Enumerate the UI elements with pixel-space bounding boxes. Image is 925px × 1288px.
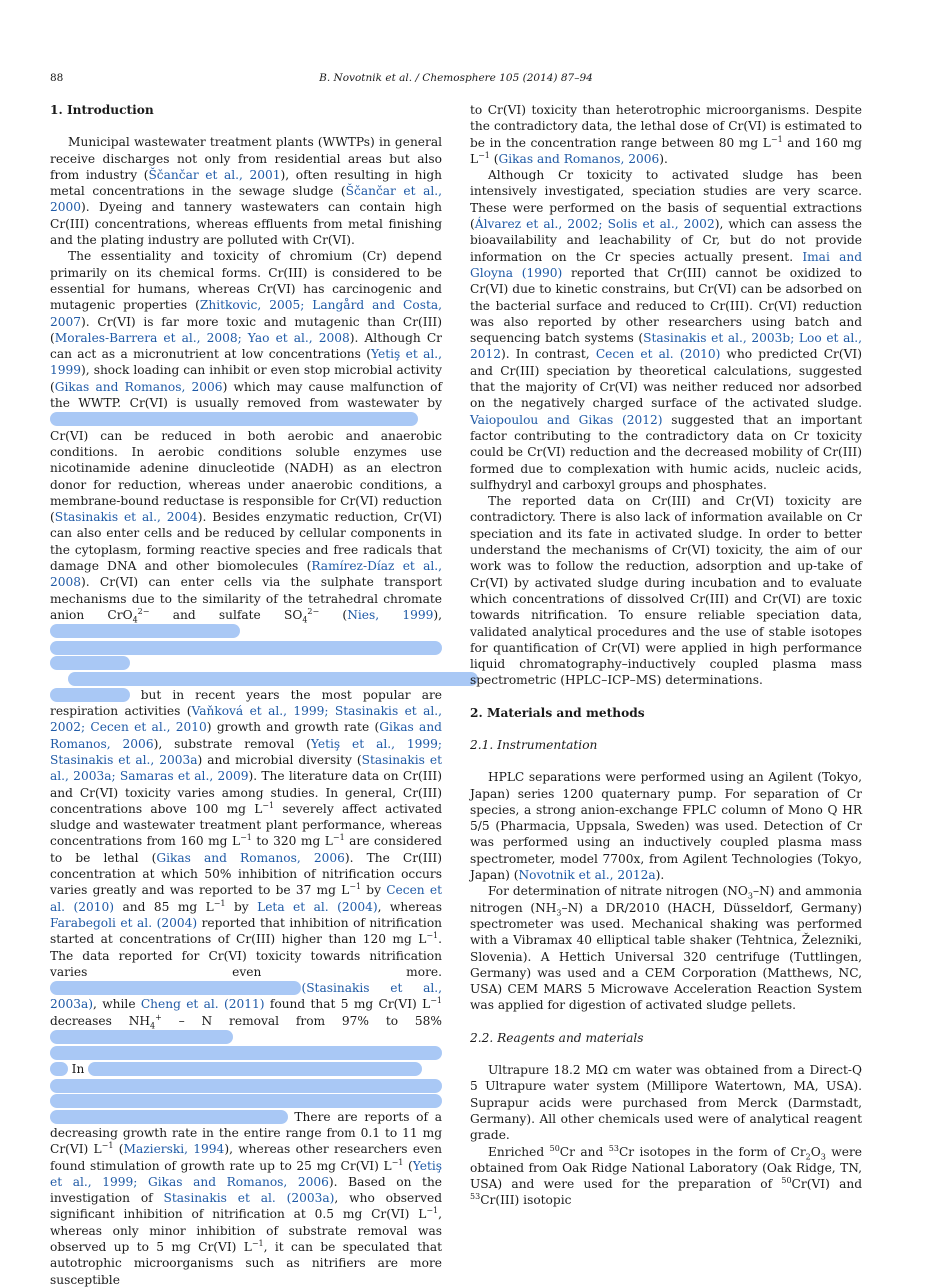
citation-link[interactable]: Leta et al. (2004): [257, 899, 378, 914]
paragraph-8: HPLC separations were performed using an Agilent (Tokyo, Japan) series 1200 quaternary pump. For separation of Cr species, a strong anion-exchange FPLC column of Mono Q HR 5/5 (Pharmacia, Uppsala, Sweden) was used. Detection of Cr was performed using an inductively coupled plasma mass spectrometer, model 7700x, from Agilent Technologies (Tokyo, Japan) (Novotnik et al., 2012a).: [470, 770, 862, 883]
citation-link[interactable]: Gikas and Romanos, 2006: [50, 720, 442, 751]
text-highlight[interactable]: [50, 641, 442, 655]
citation-link[interactable]: Cecen et al. (2010): [50, 883, 442, 914]
paragraph-7: The reported data on Cr(III) and Cr(VI) toxicity are contradictory. There is also lack of information available on Cr speciation and its fate in activated sludge. In order to better understand the mechanisms of Cr(VI) toxicity, the aim of our work was to follow the reduction, adsorption and up-take of Cr(VI) by activated sludge during incubation and to evaluate which concentrations of dissolved Cr(III) and Cr(VI) are toxic towards nitrification. To ensure reliable speciation data, validated analytical procedures and the use of stable isotopes for quantification of Cr(VI) were applied in high performance liquid chromatography–inductively coupled plasma mass spectrometric (HPLC–ICP–MS) determinations.: [470, 494, 862, 688]
paragraph-10: Ultrapure 18.2 MΩ cm water was obtained from a Direct-Q 5 Ultrapure water system (Millipore Watertown, MA, USA). Suprapur acids were purchased from Merck (Darmstadt, Germany). All other chemicals used were of analytical reagent grade.: [470, 1063, 862, 1143]
text-highlight[interactable]: [50, 1046, 442, 1060]
citation-link[interactable]: Gikas and Romanos, 2006: [54, 379, 223, 394]
citation-link[interactable]: Zhitkovic, 2005; Langård and Costa, 2007: [50, 298, 442, 329]
paragraph-3: but in recent years the most popular are respiration activities (Vaňková et al., 1999; Stasinakis et al., 2002; Cecen et al., 2010) growth and growth rate (Gikas and Romanos, 2006), substrate removal (Yetiş et al., 1999; Stasinakis et al., 2003a) and microbial diversity (Stasinakis et al., 2003a; Samaras et al., 2009). The literature data on Cr(III) and Cr(VI) toxicity varies among studies. In general, Cr(III) concentrations above 100 mg $L^{-1}$ severely affect activated sludge and wastewater treatment plant performance, whereas concentrations from 160 mg $L^{-1}$ to 320 mg $L^{-1}$ are considered to be lethal (Gikas and Romanos, 2006). The Cr(III) concentration at which 50% inhibition of nitrification occurs varies greatly and was reported to be 37 mg $L^{-1}$ by Cecen et al. (2010) and 85 mg $L^{-1}$ by Leta et al. (2004), whereas Farabegoli et al. (2004) reported that inhibition of nitrification started at concentrations of Cr(III) higher than 120 mg $L^{-1}$. The data reported for Cr(VI) toxicity towards nitrification varies even more. (Stasinakis et al., 2003a), while Cheng et al. (2011) found that 5 mg Cr(VI) $L^{-1}$ decreases $NH_4^+$ – N removal from 97% to 58%: [50, 671, 442, 1046]
text-highlight[interactable]: [88, 1062, 422, 1076]
section-title-materials-methods: 2. Materials and methods: [470, 705, 645, 720]
citation-link[interactable]: Yetiş et al., 1999; Stasinakis et al., 2003a: [50, 736, 443, 767]
citation-link[interactable]: Farabegoli et al. (2004): [50, 915, 198, 930]
citation-link[interactable]: Vaňková et al., 1999; Stasinakis et al., 2002; Cecen et al., 2010: [50, 704, 442, 735]
text-highlight[interactable]: [50, 1079, 442, 1093]
running-head: [50, 72, 862, 88]
citation-link[interactable]: Stasinakis et al., 2003a; Samaras et al., 2009: [50, 752, 442, 784]
citation-link[interactable]: Vaiopoulou and Gikas (2012): [470, 412, 663, 427]
text-highlight[interactable]: [50, 1062, 68, 1076]
paragraph-6: Although Cr toxicity to activated sludge has been intensively investigated, speciation studies are very scarce. These were performed on the basis of sequential extractions (Álvarez et al., 2002; Solis et al., 2002), which can assess the bioavailability and leachability of Cr, but do not provide information on the Cr species actually present. Imai and Gloyna (1990) reported that Cr(III) cannot be oxidized to Cr(VI) due to kinetic constrains, but Cr(VI) can be adsorbed on the bacterial surface and reduced to Cr(III). Cr(VI) reduction was also reported by other researchers using batch and sequencing batch systems (Stasinakis et al., 2003b; Loo et al., 2012). In contrast, Cecen et al. (2010) who predicted Cr(VI) and Cr(III) speciation by theoretical calculations, suggested that the majority of Cr(VI) was neither reduced nor adsorbed on the negatively charged surface of the activated sludge. Vaiopoulou and Gikas (2012) suggested that an important factor contributing to the contradictory data on Cr toxicity could be Cr(VI) reduction and the decreased mobility of Cr(III) formed due to complexation with humic acids, nucleic acids, sulfhydryl and carboxyl groups and phosphates.: [470, 168, 862, 492]
text-highlight[interactable]: [50, 981, 301, 995]
citation-link[interactable]: Yetiş et al., 1999: [50, 347, 442, 378]
text-highlight[interactable]: [50, 1030, 233, 1044]
section-title-introduction: 1. Introduction: [50, 103, 154, 117]
text-highlight[interactable]: [68, 672, 478, 686]
paragraph-4: There are reports of a decreasing growth rate in the entire range from 0.1 to 11 mg Cr(VI) $L^{-1}$ (Mazierski, 1994), whereas other researchers even found stimulation of growth rate up to 25 mg Cr(VI) $L^{-1}$ (Yetiş et al., 1999; Gikas and Romanos, 2006). Based on the investigation of Stasinakis et al. (2003a), who observed significant inhibition of nitrification at 0.5 mg Cr(VI) $L^{-1}$, whereas only minor inhibition of substrate removal was observed up to 5 mg Cr(VI) $L^{-1}$, it can be speculated that autotrophic microorganisms such as nitrifiers are more susceptible: [50, 1109, 443, 1287]
citation-link[interactable]: Stasinakis et al. (2003a): [163, 1191, 335, 1206]
paragraph-2: The essentiality and toxicity of chromium (Cr) depend primarily on its chemical forms. Cr(III) is considered to be essential for humans, whereas Cr(VI) has carcinogenic and mutagenic properties (Zhitkovic, 2005; Langård and Costa, 2007). Cr(VI) is far more toxic and mutagenic than Cr(III) (Morales-Barrera et al., 2008; Yao et al., 2008). Although Cr can act as a micronutrient at low concentrations (Yetiş et al., 1999), shock loading can inhibit or even stop microbial activity (Gikas and Romanos, 2006) which may cause malfunction of the WWTP. Cr(VI) is usually removed from wastewater by Cr(VI) can be reduced in both aerobic and anaerobic conditions. In aerobic conditions soluble enzymes use nicotinamide adenine dinucleotide (NADH) as an electron donor for reduction, whereas under anaerobic conditions, a membrane-bound reductase is responsible for Cr(VI) reduction (Stasinakis et al., 2004). Besides enzymatic reduction, Cr(VI) can also enter cells and be reduced by cellular components in the cytoplasm, forming reactive species and free radicals that damage DNA and other biomolecules (Ramírez-Díaz et al., 2008). Cr(VI) can enter cells via the sulphate transport mechanisms due to the similarity of the tetrahedral chromate anion CrO$_4^{2-}$ and sulfate $SO_4^{2-}$ (Nies, 1999),: [50, 248, 442, 639]
paragraph-1: Municipal wastewater treatment plants (WWTPs) in general receive discharges not only from residential areas but also from industry (Ščančar et al., 2001), often resulting in high metal concentrations in the sewage sludge (Ščančar et al., 2000). Dyeing and tannery wastewaters can contain high Cr(III) concentrations, whereas effluents from metal finishing and the plating industry are polluted with Cr(VI).: [50, 135, 442, 248]
citation-link[interactable]: Imai and Gloyna (1990): [470, 249, 862, 280]
citation-link[interactable]: Stasinakis et al., 2004: [54, 510, 198, 525]
text-highlight[interactable]: [50, 1110, 288, 1124]
paragraph-3-cont: In: [50, 1061, 442, 1077]
text-highlight[interactable]: [50, 656, 130, 670]
citation-link[interactable]: Ščančar et al., 2001: [148, 167, 281, 182]
paragraph-5: to Cr(VI) toxicity than heterotrophic microorganisms. Despite the contradictory data, the lethal dose of Cr(VI) is estimated to be in the concentration range between 80 mg $L^{-1}$ and 160 mg $L^{-1}$ (Gikas and Romanos, 2006).: [470, 103, 862, 166]
journal-reference: B. Novotnik et al. / Chemosphere 105 (2014) 87–94: [319, 72, 593, 84]
citation-link[interactable]: Cheng et al. (2011): [140, 997, 265, 1012]
citation-link[interactable]: Gikas and Romanos, 2006: [156, 850, 345, 865]
text-highlight[interactable]: [50, 624, 240, 638]
subsection-title-reagents: 2.2. Reagents and materials: [470, 1030, 644, 1045]
text-highlight[interactable]: [50, 1094, 442, 1108]
citation-link[interactable]: Mazierski, 1994: [123, 1142, 225, 1157]
citation-link[interactable]: Cecen et al. (2010): [595, 347, 721, 362]
citation-link[interactable]: Ramírez-Díaz et al., 2008: [50, 559, 443, 590]
citation-link[interactable]: Álvarez et al., 2002; Solis et al., 2002: [474, 217, 715, 232]
citation-link[interactable]: Gikas and Romanos, 2006: [498, 151, 660, 166]
citation-link[interactable]: (Stasinakis et al., 2003a): [50, 981, 442, 1012]
right-column: [470, 102, 862, 1209]
left-column: [50, 102, 442, 1288]
citation-link[interactable]: Ščančar et al., 2000: [50, 184, 442, 215]
paragraph-9: For determination of nitrate nitrogen $(NO_3-N)$ and ammonia nitrogen $(NH_3-N)$ a DR/2010 (HACH, Düsseldorf, Germany) spectrometer was used. Mechanical shaking was performed with a Vibramax 40 elliptical table shaker (Tehtnica, Železniki, Slovenia). A Hettich Universal 320 centrifuge (Tuttlingen, Germany) was used and a CEM Corporation (Matthews, NC, USA) CEM MARS 5 Microwave Acceleration Reaction System was applied for digestion of activated sludge pellets.: [470, 884, 862, 1013]
citation-link[interactable]: Nies, 1999: [347, 607, 434, 622]
subsection-title-instrumentation: 2.1. Instrumentation: [470, 737, 598, 752]
citation-link[interactable]: Yetiş et al., 1999; Gikas and Romanos, 2006: [50, 1158, 442, 1189]
text-highlight[interactable]: [50, 688, 130, 702]
text-highlight[interactable]: [50, 412, 418, 426]
paragraph-11: Enriched $^{50}$Cr and $^{53}$Cr isotopes in the form of $Cr_2O_3$ were obtained from Oak Ridge National Laboratory (Oak Ridge, TN, USA) and were used for the preparation of $^{50}$Cr(VI) and $^{53}$Cr(III) isotopic: [470, 1143, 862, 1208]
citation-link[interactable]: Novotnik et al., 2012a: [518, 868, 656, 883]
citation-link[interactable]: Morales-Barrera et al., 2008; Yao et al., 2008: [54, 330, 350, 345]
page-number: 88: [50, 72, 64, 84]
citation-link[interactable]: Stasinakis et al., 2003b; Loo et al., 2012: [470, 331, 862, 362]
